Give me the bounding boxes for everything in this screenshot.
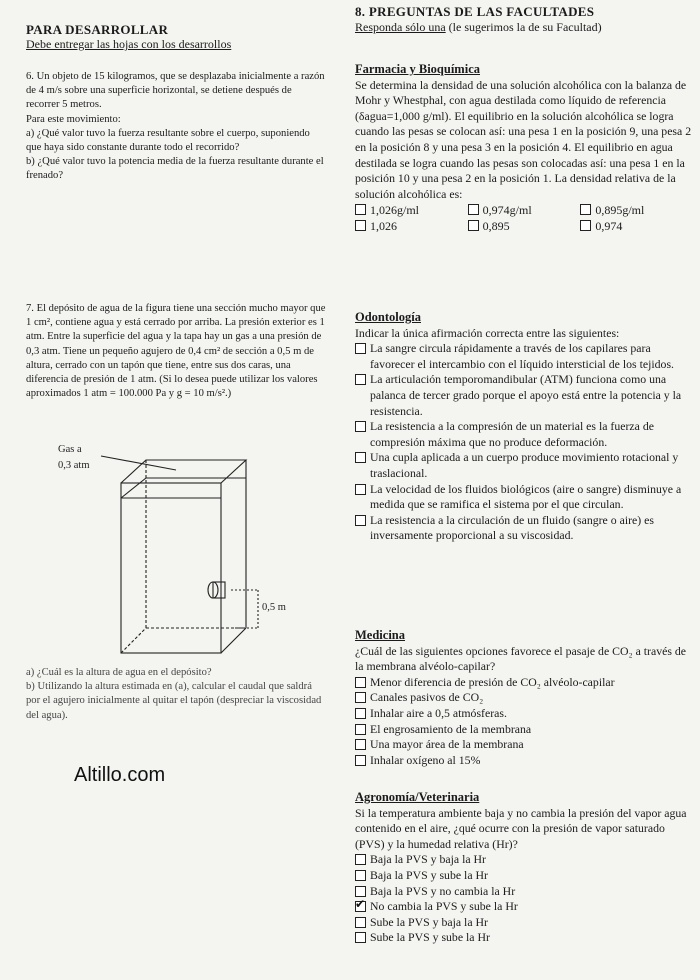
medicina-option[interactable] — [355, 675, 693, 691]
medicina-option-label: El engrosamiento de la membrana — [370, 721, 532, 736]
odontologia-option-label: La resistencia a la compresión de un material es la fuerza de compresión máxima que no produce deformación. — [370, 419, 654, 449]
odontologia-option-label: La articulación temporomandibular (ATM) funciona como una palanca de tercer grado porque el apoyo está entre la potencia y la resistencia. — [370, 372, 682, 418]
farmacia-checkbox[interactable] — [355, 204, 366, 215]
odontologia-option[interactable] — [355, 419, 693, 450]
medicina-section — [355, 628, 693, 768]
watermark: Altillo.com — [74, 764, 166, 786]
odontologia-checkbox[interactable] — [355, 374, 366, 385]
q7-part-a: a) ¿Cuál es la altura de agua en el depósito? — [26, 667, 212, 678]
medicina-checkbox[interactable] — [355, 708, 366, 719]
agronomia-option-label: Sube la PVS y sube la Hr — [370, 930, 490, 945]
agronomia-title: Agronomía/Veterinaria — [355, 790, 480, 804]
q7-parts — [26, 666, 326, 723]
gas-label-2: 0,3 atm — [58, 460, 90, 471]
farmacia-checkbox[interactable] — [468, 220, 479, 231]
q6-intro: 6. Un objeto de 15 kilogramos, que se desplazaba inicialmente a razón de 4 m/s sobre una superficie horizontal, se detiene después de recorrer 5 metros. — [26, 71, 325, 111]
medicina-option[interactable] — [355, 706, 693, 722]
farmacia-option[interactable] — [355, 218, 468, 234]
instruction — [355, 20, 602, 35]
farmacia-checkbox[interactable] — [355, 220, 366, 231]
height-label: 0,5 m — [262, 602, 286, 613]
agronomia-options — [355, 852, 693, 946]
q7-part-b: b) Utilizando la altura estimada en (a), calcular el caudal que saldrá por el agujero inicialmente al quitar el tapón (despreciar la viscosidad del agua). — [26, 681, 322, 721]
agronomia-option-label: Baja la PVS y baja la Hr — [370, 852, 486, 867]
q7-text: 7. El depósito de agua de la figura tiene una sección mucho mayor que 1 cm², contiene agua y está cerrado por arriba. La presión exterior es 1 atm. Entre la superficie del agua y la tapa hay un gas a una presión de 0,3 atm. Tiene un pequeño agujero de 0,4 cm² de sección a 0,5 m de altura, cerrado con un tapón que tiene, entre sus dos caras, una diferencia de presión de 1 atm. (Si lo desea puede utilizar los valores aproximados 1 atm = 100.000 Pa y g = 10 m/s².) — [26, 303, 326, 400]
farmacia-option[interactable] — [468, 218, 581, 234]
medicina-options — [355, 675, 693, 769]
odontologia-title: Odontología — [355, 310, 421, 324]
farmacia-checkbox[interactable] — [580, 220, 591, 231]
medicina-option-label: Canales pasivos de CO₂ — [370, 690, 484, 705]
q6-part-a: a) ¿Qué valor tuvo la fuerza resultante sobre el cuerpo, suponiendo que haya sido constante durante todo el recorrido? — [26, 127, 310, 154]
agronomia-option[interactable] — [355, 868, 693, 884]
farmacia-option[interactable] — [468, 202, 581, 218]
odontologia-checkbox[interactable] — [355, 343, 366, 354]
farmacia-title: Farmacia y Bioquímica — [355, 62, 480, 76]
farmacia-options — [355, 202, 693, 234]
agronomia-option-label: No cambia la PVS y sube la Hr — [370, 899, 518, 914]
odontologia-checkbox[interactable] — [355, 484, 366, 495]
instruction-underlined: Responda sólo una — [355, 20, 446, 34]
odontologia-option-label: La velocidad de los fluidos biológicos (aire o sangre) disminuye a medida que se ramifica el sistema por el que circulan. — [370, 481, 682, 512]
odontologia-checkbox[interactable] — [355, 421, 366, 432]
agronomia-option[interactable] — [355, 884, 693, 900]
odontologia-option-label: La resistencia a la circulación de un fluido (sangre o aire) es inversamente proporcional a su viscosidad. — [370, 512, 654, 543]
question-6 — [26, 70, 326, 184]
odontologia-option[interactable] — [355, 372, 693, 419]
farmacia-section — [355, 62, 693, 234]
gas-label-1: Gas a — [58, 444, 82, 455]
farmacia-text: Se determina la densidad de una solución alcohólica con la balanza de Mohr y Whestphal, con agua destilada como líquido de referencia (δagua=1,000 g/ml). El equilibrio en la solución alcohólica se logra cuando las pesas se colocan así: una pesa 1 en la posición 9, una pesa 2 en la posición 8 y una pesa 3 en la posición 4. El equilibrio en agua destilada se logra cuando las pesas son colocadas así: una pesa 1 en la posición 10 y una pesa 2 en la posición 1. La densidad relativa de la solución alcohólica es: — [355, 77, 692, 201]
medicina-option-label: Menor diferencia de presión de CO₂ alvéolo-capilar — [370, 674, 615, 689]
medicina-option-label: Inhalar oxígeno al 15% — [370, 752, 481, 767]
medicina-option[interactable] — [355, 722, 693, 738]
odontologia-option-label: La sangre circula rápidamente a través de los capilares para favorecer el intercambio con el líquido intersticial de los tejidos. — [370, 341, 674, 371]
medicina-option[interactable] — [355, 690, 693, 706]
medicina-option[interactable] — [355, 737, 693, 753]
medicina-checkbox[interactable] — [355, 677, 366, 688]
agronomia-option-label: Baja la PVS y sube la Hr — [370, 867, 488, 882]
odontologia-checkbox[interactable] — [355, 515, 366, 526]
odontologia-option[interactable] — [355, 341, 693, 372]
section-subheading: Debe entregar las hojas con los desarrollos — [26, 37, 232, 51]
medicina-checkbox[interactable] — [355, 692, 366, 703]
farmacia-option[interactable] — [580, 202, 693, 218]
agronomia-checkbox[interactable] — [355, 917, 366, 928]
farmacia-option-label: 0,974g/ml — [482, 203, 532, 218]
odontologia-option[interactable] — [355, 513, 693, 544]
odontologia-option[interactable] — [355, 450, 693, 481]
medicina-checkbox[interactable] — [355, 724, 366, 735]
farmacia-checkbox[interactable] — [468, 204, 479, 215]
odontologia-checkbox[interactable] — [355, 452, 366, 463]
agronomia-option-label: Baja la PVS y no cambia la Hr — [370, 883, 516, 898]
odontologia-section — [355, 310, 693, 544]
agronomia-checkbox[interactable] — [355, 901, 366, 912]
farmacia-option-label: 1,026g/ml — [370, 203, 420, 218]
agronomia-option[interactable] — [355, 852, 693, 868]
agronomia-checkbox[interactable] — [355, 870, 366, 881]
medicina-checkbox[interactable] — [355, 755, 366, 766]
medicina-text: ¿Cuál de las siguientes opciones favorece el pasaje de CO₂ a través de la membrana alvéolo-capilar? — [355, 643, 687, 674]
medicina-title: Medicina — [355, 628, 405, 642]
agronomia-option[interactable] — [355, 899, 693, 915]
farmacia-checkbox[interactable] — [580, 204, 591, 215]
instruction-rest: (le sugerimos la de su Facultad) — [445, 20, 602, 34]
agronomia-option-label: Sube la PVS y baja la Hr — [370, 914, 488, 929]
q6-part-b: b) ¿Qué valor tuvo la potencia media de la fuerza resultante durante el frenado? — [26, 156, 324, 182]
q6-lead: Para este movimiento: — [26, 113, 121, 125]
medicina-option[interactable] — [355, 753, 693, 769]
section-heading-desarrollar: PARA DESARROLLAR — [26, 22, 169, 37]
farmacia-option-label: 0,895g/ml — [595, 203, 645, 218]
agronomia-section — [355, 790, 693, 946]
odontologia-option[interactable] — [355, 482, 693, 513]
farmacia-option-label: 0,895 — [482, 219, 510, 234]
farmacia-option[interactable] — [355, 202, 468, 218]
odontologia-options — [355, 341, 693, 544]
agronomia-option[interactable] — [355, 930, 693, 946]
section-heading-facultades: 8. PREGUNTAS DE LAS FACULTADES — [355, 4, 595, 19]
question-7 — [26, 302, 326, 401]
farmacia-option[interactable] — [580, 218, 693, 234]
agronomia-checkbox[interactable] — [355, 886, 366, 897]
agronomia-checkbox[interactable] — [355, 932, 366, 943]
farmacia-option-label: 1,026 — [370, 219, 397, 234]
agronomia-text: Si la temperatura ambiente baja y no cambia la presión del vapor agua contenido en el aire, ¿qué ocurre con la presión de vapor saturado (PVS) y la humedad relativa (Hr)? — [355, 805, 687, 851]
agronomia-option[interactable] — [355, 915, 693, 931]
medicina-checkbox[interactable] — [355, 739, 366, 750]
tank-figure — [26, 438, 326, 658]
odontologia-option-label: Una cupla aplicada a un cuerpo produce movimiento rotacional y traslacional. — [370, 450, 679, 480]
medicina-option-label: Una mayor área de la membrana — [370, 737, 524, 752]
farmacia-option-label: 0,974 — [595, 219, 623, 234]
odontologia-text: Indicar la única afirmación correcta entre las siguientes: — [355, 325, 620, 340]
medicina-option-label: Inhalar aire a 0,5 atmósferas. — [370, 705, 507, 720]
agronomia-checkbox[interactable] — [355, 854, 366, 865]
